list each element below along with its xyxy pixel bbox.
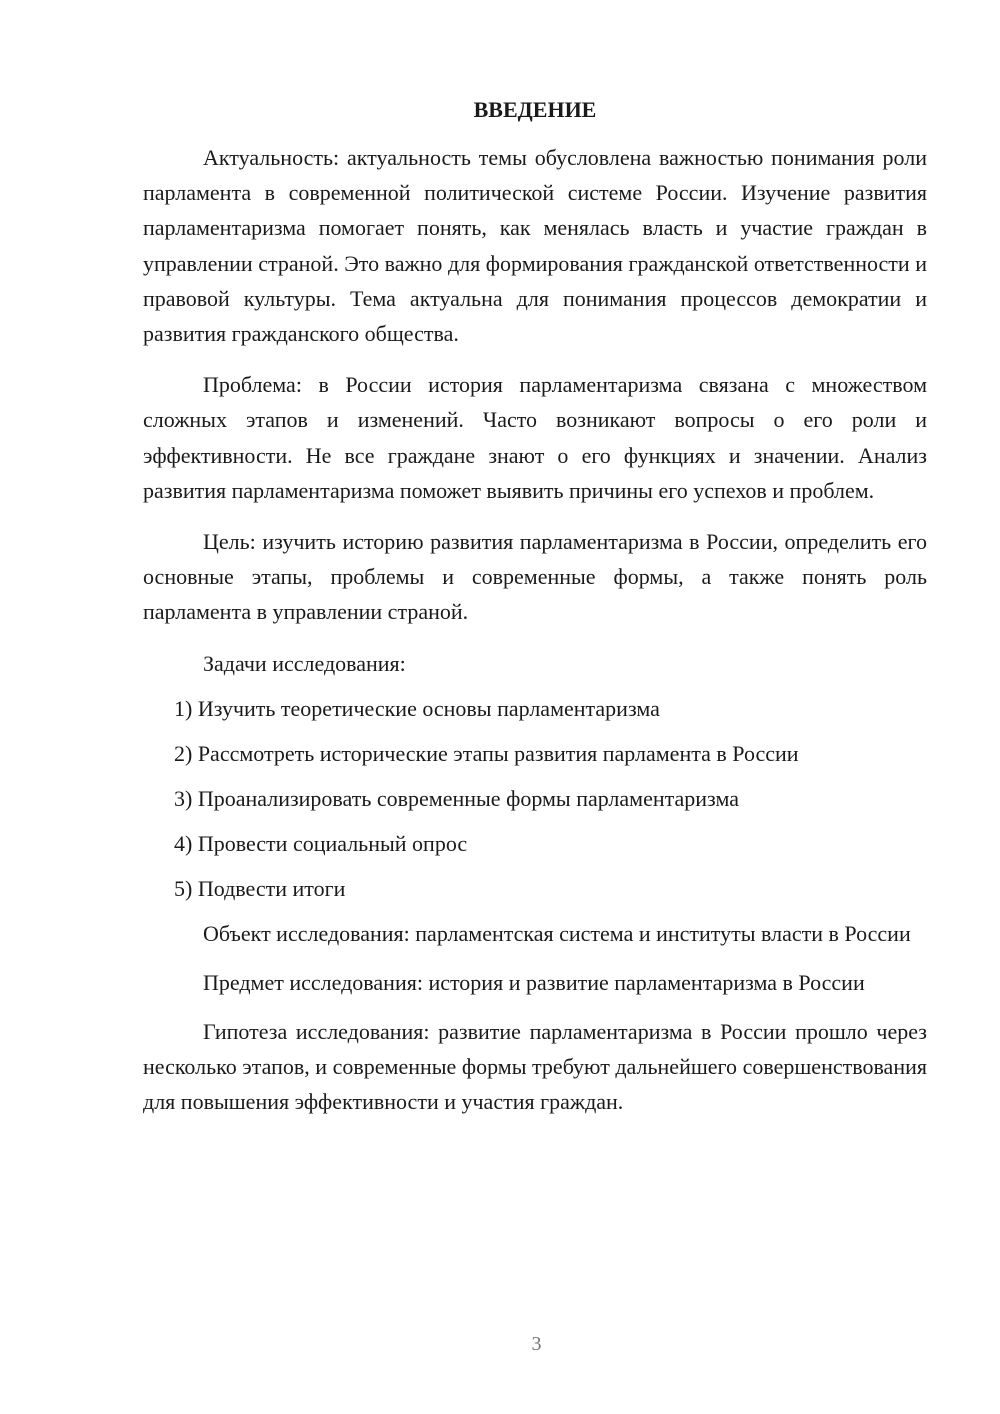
spacer xyxy=(143,508,927,524)
spacer xyxy=(143,1000,927,1014)
page-content xyxy=(143,94,927,1120)
spacer xyxy=(143,351,927,367)
paragraph-goal: Цель: изучить историю развития парламентаризма в России, определить его основные этапы, проблемы и современные формы, а также понять роль парламента в управлении страной. xyxy=(143,529,927,625)
paragraph-subject: Предмет исследования: история и развитие парламентаризма в России xyxy=(203,969,865,995)
page-number: 3 xyxy=(531,1333,542,1355)
tasks-heading: Задачи исследования: xyxy=(203,650,406,676)
paragraph-relevance: Актуальность: актуальность темы обусловлена важностью понимания роли парламента в современной политической системе России. Изучение развития парламентаризма помогает понять, как менялась власть и участие граждан в управлении страной. Это важно для формирования гражданской ответственности и правовой культуры. Тема актуальна для понимания процессов демократии и развития гражданского общества. xyxy=(143,145,927,347)
paragraph-object: Объект исследования: парламентская система и институты власти в России xyxy=(203,920,911,946)
task-item-2: 2) Рассмотреть исторические этапы развития парламента в России xyxy=(174,740,799,766)
task-item-4: 4) Провести социальный опрос xyxy=(174,830,468,856)
task-item-3: 3) Проанализировать современные формы парламентаризма xyxy=(174,785,739,811)
paragraph-problem: Проблема: в России история парламентаризма связана с множеством сложных этапов и изменений. Часто возникают вопросы о его роли и эффективности. Не все граждане знают о его функциях и значении. Анализ развития парламентаризма поможет выявить причины его успехов и проблем. xyxy=(143,372,927,503)
spacer xyxy=(143,126,927,140)
spacer xyxy=(143,630,927,646)
spacer xyxy=(143,951,927,965)
section-title: ВВЕДЕНИЕ xyxy=(473,97,597,122)
task-item-1: 1) Изучить теоретические основы парламентаризма xyxy=(174,695,660,721)
task-item-5: 5) Подвести итоги xyxy=(174,875,346,901)
paragraph-hypothesis: Гипотеза исследования: развитие парламентаризма в России прошло через несколько этапов, и современные формы требуют дальнейшего совершенствования для повышения эффективности и участия граждан. xyxy=(143,1019,927,1115)
